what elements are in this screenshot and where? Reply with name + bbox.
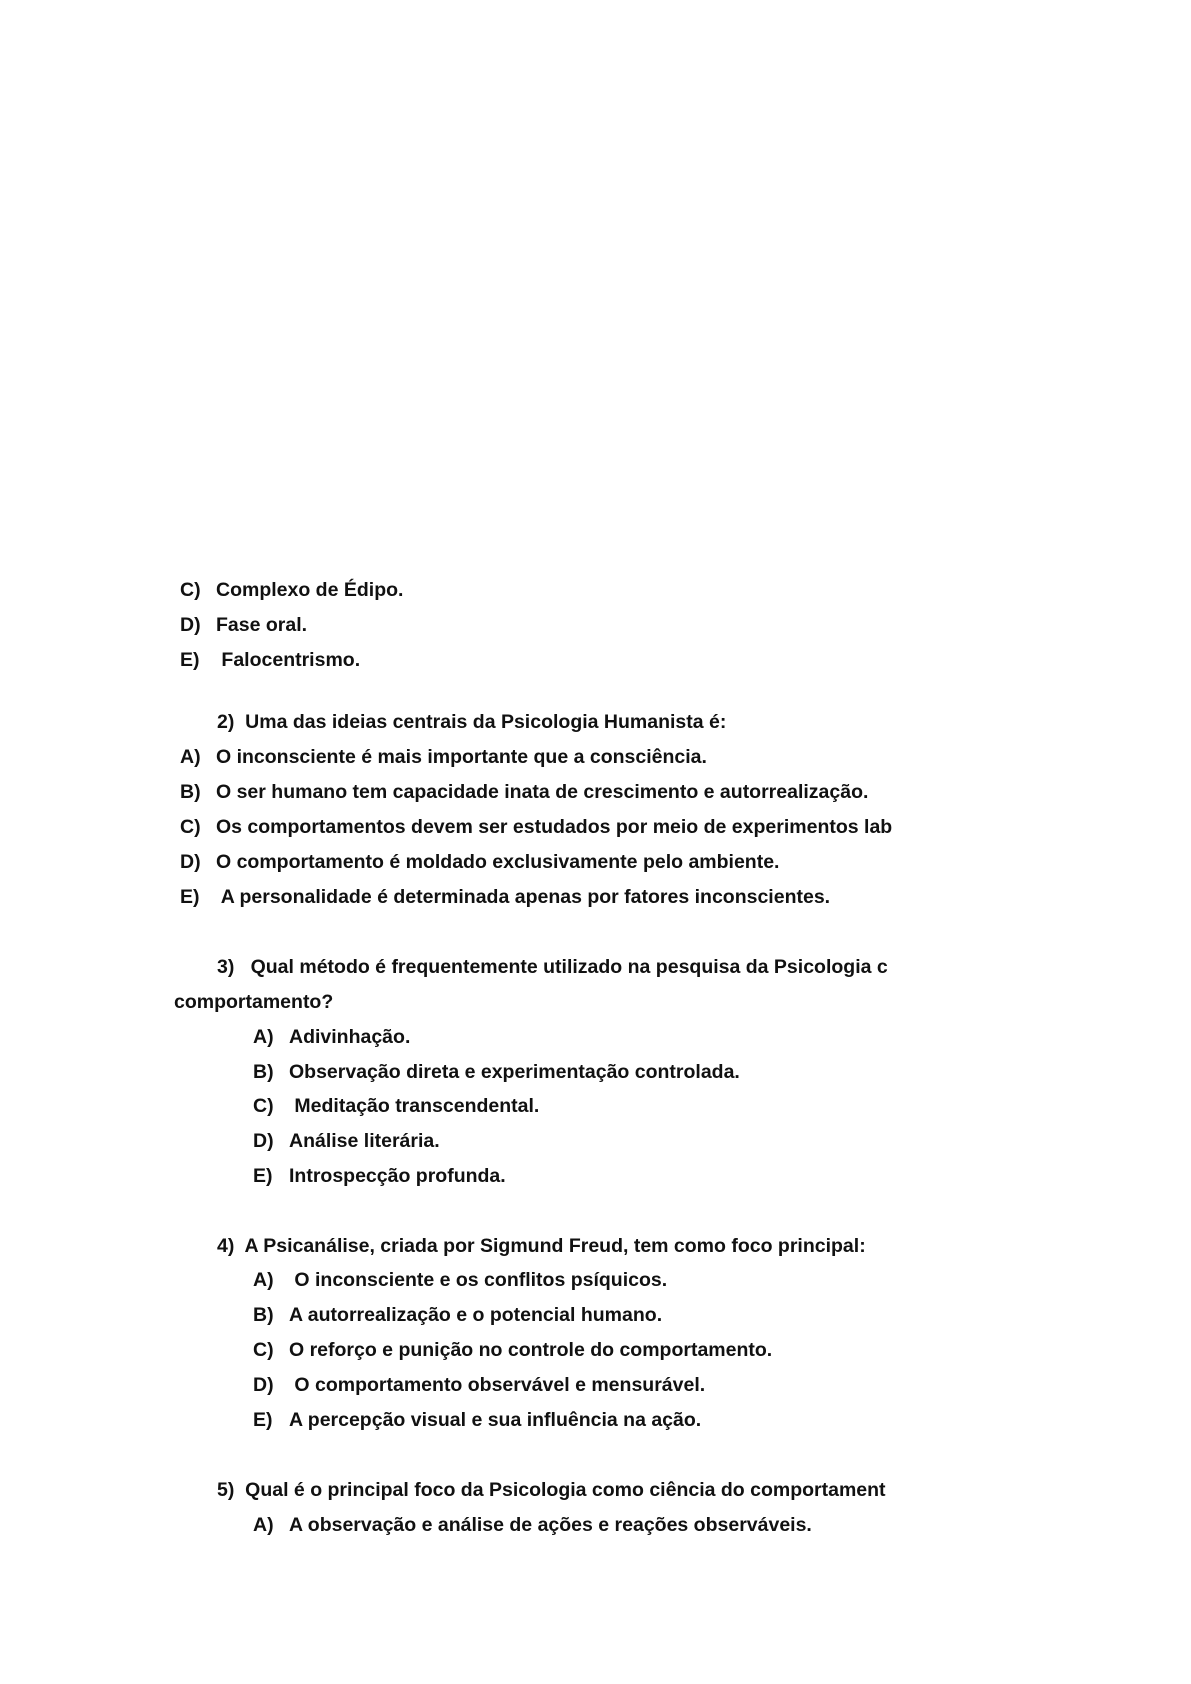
- option-letter: A): [253, 1269, 274, 1291]
- option-letter: E): [253, 1409, 273, 1431]
- q4-question: 4) A Psicanálise, criada por Sigmund Freud, tem como foco principal:: [217, 1235, 866, 1257]
- q3-option-b: [253, 1060, 740, 1084]
- option-letter: E): [253, 1165, 273, 1187]
- option-letter: C): [253, 1339, 274, 1361]
- option-text: Os comportamentos devem ser estudados por meio de experimentos lab: [216, 816, 893, 838]
- option-letter: A): [180, 746, 201, 768]
- option-letter: D): [253, 1130, 274, 1152]
- q3-question-line1: 3) Qual método é frequentemente utilizado na pesquisa da Psicologia c: [217, 956, 888, 978]
- q2-option-d: [180, 850, 779, 874]
- q4-option-a: [253, 1268, 667, 1292]
- option-text: Meditação transcendental.: [289, 1095, 540, 1117]
- option-text: A autorrealização e o potencial humano.: [289, 1304, 663, 1326]
- option-text: Observação direta e experimentação controlada.: [289, 1061, 740, 1083]
- option-letter: C): [253, 1095, 274, 1117]
- q3-option-d: [253, 1129, 440, 1153]
- option-text: Adivinhação.: [289, 1026, 411, 1048]
- option-text: A personalidade é determinada apenas por fatores inconscientes.: [216, 886, 831, 908]
- q2-option-a: [180, 745, 707, 769]
- option-letter: A): [253, 1026, 274, 1048]
- q2-option-c: [180, 815, 892, 839]
- option-text: Introspecção profunda.: [289, 1165, 506, 1187]
- option-letter: E): [180, 886, 200, 908]
- q1-option-d: [180, 613, 307, 637]
- q3-question-line2: comportamento?: [174, 991, 334, 1013]
- option-letter: B): [180, 781, 201, 803]
- option-text: O comportamento é moldado exclusivamente pelo ambiente.: [216, 851, 780, 873]
- option-text: O comportamento observável e mensurável.: [289, 1374, 706, 1396]
- q5-question: 5) Qual é o principal foco da Psicologia como ciência do comportament: [217, 1479, 886, 1501]
- option-text: Fase oral.: [216, 614, 308, 636]
- q1-option-c: [180, 578, 403, 602]
- option-letter: D): [180, 851, 201, 873]
- option-text: O inconsciente é mais importante que a consciência.: [216, 746, 707, 768]
- option-text: Falocentrismo.: [216, 649, 361, 671]
- option-text: O reforço e punição no controle do comportamento.: [289, 1339, 773, 1361]
- option-letter: C): [180, 579, 201, 601]
- option-letter: D): [180, 614, 201, 636]
- q1-option-e: [180, 648, 360, 672]
- q5-option-a: [253, 1513, 812, 1537]
- q3-option-c: [253, 1094, 539, 1118]
- option-text: Complexo de Édipo.: [216, 579, 404, 601]
- q4-option-b: [253, 1303, 662, 1327]
- option-text: O ser humano tem capacidade inata de crescimento e autorrealização.: [216, 781, 869, 803]
- option-text: Análise literária.: [289, 1130, 440, 1152]
- option-letter: B): [253, 1061, 274, 1083]
- option-letter: C): [180, 816, 201, 838]
- q2-question: 2) Uma das ideias centrais da Psicologia Humanista é:: [217, 711, 727, 733]
- q4-option-c: [253, 1338, 772, 1362]
- option-letter: A): [253, 1514, 274, 1536]
- q2-option-e: [180, 885, 830, 909]
- q2-option-b: [180, 780, 868, 804]
- q3-option-e: [253, 1164, 506, 1188]
- option-text: A percepção visual e sua influência na ação.: [289, 1409, 702, 1431]
- option-letter: B): [253, 1304, 274, 1326]
- option-letter: E): [180, 649, 200, 671]
- q4-option-e: [253, 1408, 701, 1432]
- option-text: O inconsciente e os conflitos psíquicos.: [289, 1269, 668, 1291]
- option-letter: D): [253, 1374, 274, 1396]
- q4-option-d: [253, 1373, 705, 1397]
- q3-option-a: [253, 1025, 410, 1049]
- option-text: A observação e análise de ações e reações observáveis.: [289, 1514, 812, 1536]
